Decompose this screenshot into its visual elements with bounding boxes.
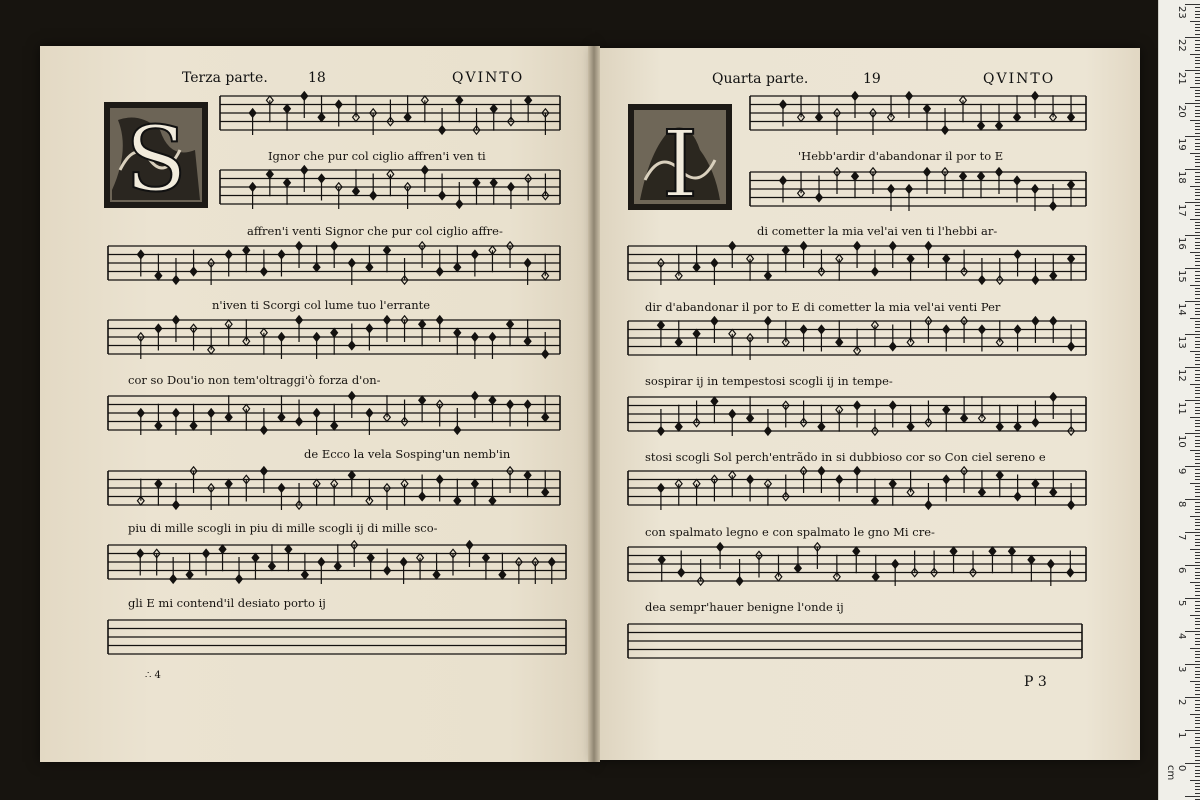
ruler-tick bbox=[1195, 727, 1200, 728]
ruler-tick bbox=[1195, 199, 1200, 200]
ruler-tick bbox=[1195, 222, 1200, 223]
ruler-label: 15 bbox=[1176, 270, 1187, 283]
ruler-tick bbox=[1195, 172, 1200, 173]
ruler-tick bbox=[1195, 360, 1200, 361]
ruler-tick bbox=[1195, 420, 1200, 421]
ruler-tick bbox=[1195, 80, 1200, 81]
ruler-tick bbox=[1195, 525, 1200, 526]
ruler-tick bbox=[1185, 697, 1200, 698]
ruler-tick bbox=[1195, 156, 1200, 157]
ruler-tick bbox=[1195, 690, 1200, 691]
ruler-tick bbox=[1195, 139, 1200, 140]
ruler-label: 6 bbox=[1176, 567, 1187, 574]
right-lyric-line: sospirar ij in tempestosi scogli ij in tempe- bbox=[645, 374, 893, 388]
ruler-tick bbox=[1195, 344, 1200, 345]
ruler-tick bbox=[1195, 793, 1200, 794]
initial-letter-i: I bbox=[661, 111, 699, 218]
ruler-tick bbox=[1195, 486, 1200, 487]
ruler-tick bbox=[1190, 384, 1200, 385]
ruler-tick bbox=[1190, 153, 1200, 154]
ruler-tick bbox=[1195, 225, 1200, 226]
ruler-tick bbox=[1195, 638, 1200, 639]
right-lyric-line: 'Hebb'ardir d'abandonar il por to E bbox=[798, 149, 1004, 163]
ruler-tick bbox=[1195, 568, 1200, 569]
ruler-tick bbox=[1190, 318, 1200, 319]
ruler-tick bbox=[1195, 143, 1200, 144]
ruler-tick bbox=[1185, 598, 1200, 599]
ruler-tick bbox=[1195, 667, 1200, 668]
ruler-tick bbox=[1190, 681, 1200, 682]
ruler-tick bbox=[1195, 453, 1200, 454]
ruler-tick bbox=[1185, 631, 1200, 632]
ruler-tick bbox=[1195, 60, 1200, 61]
ruler-tick bbox=[1195, 96, 1200, 97]
ruler-tick bbox=[1195, 298, 1200, 299]
ruler-tick bbox=[1195, 77, 1200, 78]
ruler-tick bbox=[1185, 301, 1200, 302]
ruler-tick bbox=[1185, 796, 1200, 797]
ruler-tick bbox=[1190, 549, 1200, 550]
ruler-tick bbox=[1185, 367, 1200, 368]
ruler-tick bbox=[1195, 116, 1200, 117]
ruler-tick bbox=[1195, 545, 1200, 546]
ruler-label: 20 bbox=[1176, 105, 1187, 118]
ruler-tick bbox=[1195, 294, 1200, 295]
ruler-tick bbox=[1190, 219, 1200, 220]
ruler-tick bbox=[1195, 512, 1200, 513]
ruler-tick bbox=[1195, 387, 1200, 388]
ruler-tick bbox=[1195, 73, 1200, 74]
woodcut-initial-s bbox=[104, 102, 208, 212]
ruler-tick bbox=[1195, 430, 1200, 431]
ruler-tick bbox=[1195, 740, 1200, 741]
ruler-tick bbox=[1195, 179, 1200, 180]
ruler-label: 10 bbox=[1176, 435, 1187, 448]
ruler-tick bbox=[1195, 106, 1200, 107]
ruler-tick bbox=[1195, 271, 1200, 272]
ruler-tick bbox=[1195, 608, 1200, 609]
ruler-tick bbox=[1195, 57, 1200, 58]
ruler-label: 13 bbox=[1176, 336, 1187, 349]
ruler-tick bbox=[1195, 364, 1200, 365]
ruler-tick bbox=[1195, 308, 1200, 309]
signature-mark: P 3 bbox=[1024, 674, 1047, 690]
ruler-tick bbox=[1195, 291, 1200, 292]
ruler-tick bbox=[1195, 228, 1200, 229]
ruler-tick bbox=[1195, 129, 1200, 130]
ruler-tick bbox=[1195, 327, 1200, 328]
ruler-tick bbox=[1195, 717, 1200, 718]
ruler-tick bbox=[1195, 14, 1200, 15]
right-lyric-line: con spalmato legno e con spalmato le gno Mi cre- bbox=[645, 525, 935, 539]
ruler-tick bbox=[1195, 492, 1200, 493]
ruler-tick bbox=[1195, 357, 1200, 358]
ruler-tick bbox=[1195, 209, 1200, 210]
ruler-tick bbox=[1190, 714, 1200, 715]
ruler-label: 2 bbox=[1176, 699, 1187, 706]
ruler-tick bbox=[1195, 522, 1200, 523]
left-lyric-line: piu di mille scogli in piu di mille scogli ij di mille sco- bbox=[128, 521, 438, 535]
ruler-tick bbox=[1195, 575, 1200, 576]
measuring-ruler bbox=[1158, 0, 1200, 800]
ruler-tick bbox=[1195, 440, 1200, 441]
ruler-tick bbox=[1195, 621, 1200, 622]
ruler-tick bbox=[1195, 288, 1200, 289]
ruler-tick bbox=[1195, 707, 1200, 708]
ruler-label: 12 bbox=[1176, 369, 1187, 382]
ruler-tick bbox=[1195, 595, 1200, 596]
ruler-tick bbox=[1185, 268, 1200, 269]
ruler-tick bbox=[1185, 730, 1200, 731]
left-lyric-line: n'iven ti Scorgi col lume tuo l'errante bbox=[212, 298, 431, 312]
ruler-tick bbox=[1195, 113, 1200, 114]
ruler-tick bbox=[1195, 539, 1200, 540]
ruler-label: 19 bbox=[1176, 138, 1187, 151]
ruler-tick bbox=[1195, 11, 1200, 12]
ruler-tick bbox=[1195, 410, 1200, 411]
ruler-tick bbox=[1185, 70, 1200, 71]
ruler-tick bbox=[1195, 542, 1200, 543]
ruler-tick bbox=[1195, 215, 1200, 216]
ruler-tick bbox=[1195, 245, 1200, 246]
ruler-tick bbox=[1190, 252, 1200, 253]
ruler-tick bbox=[1195, 456, 1200, 457]
ruler-tick bbox=[1195, 710, 1200, 711]
ruler-tick bbox=[1195, 473, 1200, 474]
ruler-tick bbox=[1195, 407, 1200, 408]
ruler-tick bbox=[1195, 311, 1200, 312]
ruler-tick bbox=[1195, 704, 1200, 705]
right-lyric-line: dir d'abandonar il por to E di cometter la mia vel'ai venti Per bbox=[645, 300, 1001, 314]
ruler-tick bbox=[1195, 588, 1200, 589]
left-page-number: 18 bbox=[308, 70, 326, 86]
ruler-tick bbox=[1195, 723, 1200, 724]
ruler-tick bbox=[1195, 17, 1200, 18]
ruler-tick bbox=[1195, 337, 1200, 338]
ruler-tick bbox=[1195, 750, 1200, 751]
ruler-tick bbox=[1195, 776, 1200, 777]
ruler-tick bbox=[1195, 232, 1200, 233]
ruler-tick bbox=[1195, 83, 1200, 84]
ruler-tick bbox=[1195, 93, 1200, 94]
ruler-tick bbox=[1195, 189, 1200, 190]
ruler-tick bbox=[1195, 393, 1200, 394]
ruler-tick bbox=[1195, 783, 1200, 784]
left-lyric-line: affren'i venti Signor che pur col ciglio affre- bbox=[247, 224, 503, 238]
ruler-tick bbox=[1195, 677, 1200, 678]
ruler-tick bbox=[1195, 770, 1200, 771]
ruler-tick bbox=[1195, 657, 1200, 658]
ruler-tick bbox=[1195, 760, 1200, 761]
ruler-tick bbox=[1195, 27, 1200, 28]
ruler-tick bbox=[1195, 100, 1200, 101]
right-lyric-line: dea sempr'hauer benigne l'onde ij bbox=[645, 600, 844, 614]
ruler-tick bbox=[1190, 780, 1200, 781]
left-lyric-line: gli E mi contend'il desiato porto ij bbox=[128, 596, 326, 610]
ruler-tick bbox=[1190, 747, 1200, 748]
left-part-title: Terza parte. bbox=[182, 70, 268, 86]
ruler-tick bbox=[1195, 618, 1200, 619]
ruler-tick bbox=[1190, 21, 1200, 22]
ruler-tick bbox=[1195, 374, 1200, 375]
ruler-tick bbox=[1195, 644, 1200, 645]
ruler-tick bbox=[1195, 24, 1200, 25]
ruler-tick bbox=[1195, 766, 1200, 767]
ruler-tick bbox=[1195, 159, 1200, 160]
ruler-tick bbox=[1195, 265, 1200, 266]
ruler-tick bbox=[1190, 87, 1200, 88]
ruler-label: 5 bbox=[1176, 600, 1187, 607]
ruler-tick bbox=[1195, 423, 1200, 424]
ruler-tick bbox=[1195, 331, 1200, 332]
ruler-label: 9 bbox=[1176, 468, 1187, 475]
ruler-label: 11 bbox=[1176, 402, 1187, 415]
ruler-tick bbox=[1195, 212, 1200, 213]
ruler-tick bbox=[1195, 281, 1200, 282]
ruler-label: 8 bbox=[1176, 501, 1187, 508]
ruler-tick bbox=[1195, 743, 1200, 744]
ruler-tick bbox=[1195, 463, 1200, 464]
ruler-tick bbox=[1195, 176, 1200, 177]
ruler-tick bbox=[1190, 450, 1200, 451]
ruler-label: 4 bbox=[1176, 633, 1187, 640]
ruler-tick bbox=[1185, 763, 1200, 764]
ruler-tick bbox=[1195, 278, 1200, 279]
ruler-tick bbox=[1195, 479, 1200, 480]
ruler-tick bbox=[1195, 149, 1200, 150]
ruler-tick bbox=[1195, 555, 1200, 556]
ruler-tick bbox=[1195, 205, 1200, 206]
ruler-tick bbox=[1195, 684, 1200, 685]
ruler-tick bbox=[1195, 354, 1200, 355]
left-lyric-line: de Ecco la vela Sosping'un nemb'in bbox=[304, 447, 511, 461]
ruler-tick bbox=[1185, 466, 1200, 467]
ruler-tick bbox=[1195, 162, 1200, 163]
ruler-tick bbox=[1195, 426, 1200, 427]
ruler-tick bbox=[1190, 186, 1200, 187]
ruler-tick bbox=[1195, 605, 1200, 606]
ruler-tick bbox=[1190, 582, 1200, 583]
ruler-tick bbox=[1195, 624, 1200, 625]
ruler-tick bbox=[1195, 459, 1200, 460]
ruler-tick bbox=[1195, 195, 1200, 196]
ruler-tick bbox=[1185, 169, 1200, 170]
ruler-tick bbox=[1195, 347, 1200, 348]
ruler-tick bbox=[1195, 687, 1200, 688]
ruler-label: 21 bbox=[1176, 72, 1187, 85]
ruler-tick bbox=[1195, 261, 1200, 262]
ruler-tick bbox=[1195, 634, 1200, 635]
ruler-tick bbox=[1195, 694, 1200, 695]
ruler-tick bbox=[1195, 756, 1200, 757]
ruler-tick bbox=[1195, 377, 1200, 378]
ruler-tick bbox=[1195, 304, 1200, 305]
ruler-tick bbox=[1195, 47, 1200, 48]
ruler-tick bbox=[1195, 506, 1200, 507]
ruler-tick bbox=[1195, 370, 1200, 371]
ruler-label: 23 bbox=[1176, 6, 1187, 19]
ruler-label: 14 bbox=[1176, 303, 1187, 316]
ruler-tick bbox=[1195, 166, 1200, 167]
ruler-tick bbox=[1195, 773, 1200, 774]
ruler-tick bbox=[1195, 489, 1200, 490]
ruler-tick bbox=[1195, 192, 1200, 193]
ruler-tick bbox=[1195, 529, 1200, 530]
right-voice-name: QVINTO bbox=[983, 71, 1056, 87]
ruler-tick bbox=[1195, 30, 1200, 31]
ruler-tick bbox=[1195, 443, 1200, 444]
ruler-tick bbox=[1190, 615, 1200, 616]
ruler-tick bbox=[1195, 123, 1200, 124]
ruler-tick bbox=[1190, 516, 1200, 517]
ruler-tick bbox=[1195, 572, 1200, 573]
ruler-label: 17 bbox=[1176, 204, 1187, 217]
ruler-tick bbox=[1195, 258, 1200, 259]
ruler-tick bbox=[1195, 436, 1200, 437]
right-lyric-line: stosi scogli Sol perch'entrãdo in si dubbioso cor so Con ciel sereno e bbox=[645, 450, 1046, 464]
ruler-tick bbox=[1185, 334, 1200, 335]
ruler-label: 3 bbox=[1176, 666, 1187, 673]
right-lyric-line: di cometter la mia vel'ai ven ti l'hebbi ar- bbox=[757, 224, 998, 238]
ruler-tick bbox=[1195, 182, 1200, 183]
ruler-tick bbox=[1195, 628, 1200, 629]
ruler-tick bbox=[1195, 552, 1200, 553]
ruler-tick bbox=[1195, 403, 1200, 404]
ruler-label: 18 bbox=[1176, 171, 1187, 184]
ruler-tick bbox=[1195, 733, 1200, 734]
ruler-label: 22 bbox=[1176, 39, 1187, 52]
ruler-tick bbox=[1195, 789, 1200, 790]
ruler-tick bbox=[1195, 591, 1200, 592]
ruler-tick bbox=[1185, 103, 1200, 104]
ruler-tick bbox=[1195, 737, 1200, 738]
ruler-tick bbox=[1195, 44, 1200, 45]
ruler-tick bbox=[1195, 314, 1200, 315]
ruler-tick bbox=[1195, 40, 1200, 41]
woodcut-initial-i bbox=[628, 104, 732, 218]
ruler-tick bbox=[1185, 499, 1200, 500]
ruler-tick bbox=[1185, 235, 1200, 236]
ruler-tick bbox=[1195, 390, 1200, 391]
ruler-tick bbox=[1195, 585, 1200, 586]
ruler-tick bbox=[1195, 126, 1200, 127]
ruler-tick bbox=[1195, 341, 1200, 342]
ruler-tick bbox=[1195, 671, 1200, 672]
ruler-label: 1 bbox=[1176, 732, 1187, 739]
ruler-tick bbox=[1195, 397, 1200, 398]
ruler-tick bbox=[1195, 651, 1200, 652]
ruler-tick bbox=[1195, 562, 1200, 563]
ruler-label: 7 bbox=[1176, 534, 1187, 541]
ruler-tick bbox=[1195, 110, 1200, 111]
ruler-tick bbox=[1185, 664, 1200, 665]
ruler-tick bbox=[1195, 700, 1200, 701]
ruler-tick bbox=[1195, 380, 1200, 381]
ruler-tick bbox=[1195, 496, 1200, 497]
ruler-label: 0 cm bbox=[1165, 765, 1187, 781]
ruler-tick bbox=[1195, 255, 1200, 256]
ruler-tick bbox=[1195, 558, 1200, 559]
ruler-tick bbox=[1195, 248, 1200, 249]
ruler-tick bbox=[1195, 446, 1200, 447]
ruler-tick bbox=[1195, 242, 1200, 243]
ruler-tick bbox=[1195, 90, 1200, 91]
ruler-tick bbox=[1195, 661, 1200, 662]
right-part-title: Quarta parte. bbox=[712, 71, 809, 87]
ruler-tick bbox=[1190, 120, 1200, 121]
ruler-tick bbox=[1185, 4, 1200, 5]
ruler-tick bbox=[1195, 641, 1200, 642]
ruler-tick bbox=[1190, 483, 1200, 484]
ruler-tick bbox=[1195, 578, 1200, 579]
ruler-tick bbox=[1195, 34, 1200, 35]
ruler-tick bbox=[1185, 202, 1200, 203]
ruler-tick bbox=[1195, 611, 1200, 612]
ruler-tick bbox=[1190, 54, 1200, 55]
ruler-tick bbox=[1195, 502, 1200, 503]
ruler-tick bbox=[1195, 238, 1200, 239]
ruler-label: 16 bbox=[1176, 237, 1187, 250]
ruler-tick bbox=[1190, 351, 1200, 352]
initial-letter-s: S bbox=[125, 107, 187, 212]
ruler-tick bbox=[1195, 63, 1200, 64]
ruler-tick bbox=[1190, 285, 1200, 286]
ruler-tick bbox=[1195, 476, 1200, 477]
ruler-tick bbox=[1195, 413, 1200, 414]
ruler-tick bbox=[1195, 786, 1200, 787]
ruler-tick bbox=[1195, 7, 1200, 8]
ruler-tick bbox=[1195, 133, 1200, 134]
left-footer-mark: ∴ 4 bbox=[145, 670, 161, 681]
ruler-tick bbox=[1185, 532, 1200, 533]
ruler-tick bbox=[1195, 275, 1200, 276]
ruler-tick bbox=[1195, 146, 1200, 147]
ruler-tick bbox=[1195, 324, 1200, 325]
ruler-tick bbox=[1195, 601, 1200, 602]
ruler-tick bbox=[1185, 136, 1200, 137]
ruler-tick bbox=[1195, 469, 1200, 470]
left-lyric-line: Ignor che pur col ciglio affren'i ven ti bbox=[268, 149, 486, 163]
right-page-number: 19 bbox=[863, 71, 881, 87]
ruler-tick bbox=[1185, 433, 1200, 434]
ruler-tick bbox=[1185, 565, 1200, 566]
ruler-tick bbox=[1185, 400, 1200, 401]
left-lyric-line: cor so Dou'io non tem'oltraggi'ò forza d'on- bbox=[128, 373, 381, 387]
left-voice-name: QVINTO bbox=[452, 70, 525, 86]
ruler-tick bbox=[1195, 654, 1200, 655]
ruler-tick bbox=[1195, 720, 1200, 721]
ruler-tick bbox=[1195, 535, 1200, 536]
ruler-tick bbox=[1195, 674, 1200, 675]
ruler-tick bbox=[1190, 648, 1200, 649]
ruler-tick bbox=[1195, 67, 1200, 68]
ruler-tick bbox=[1195, 509, 1200, 510]
ruler-tick bbox=[1185, 37, 1200, 38]
ruler-tick bbox=[1195, 753, 1200, 754]
ruler-tick bbox=[1195, 50, 1200, 51]
ruler-tick bbox=[1190, 417, 1200, 418]
ruler-tick bbox=[1195, 519, 1200, 520]
ruler-tick bbox=[1195, 321, 1200, 322]
